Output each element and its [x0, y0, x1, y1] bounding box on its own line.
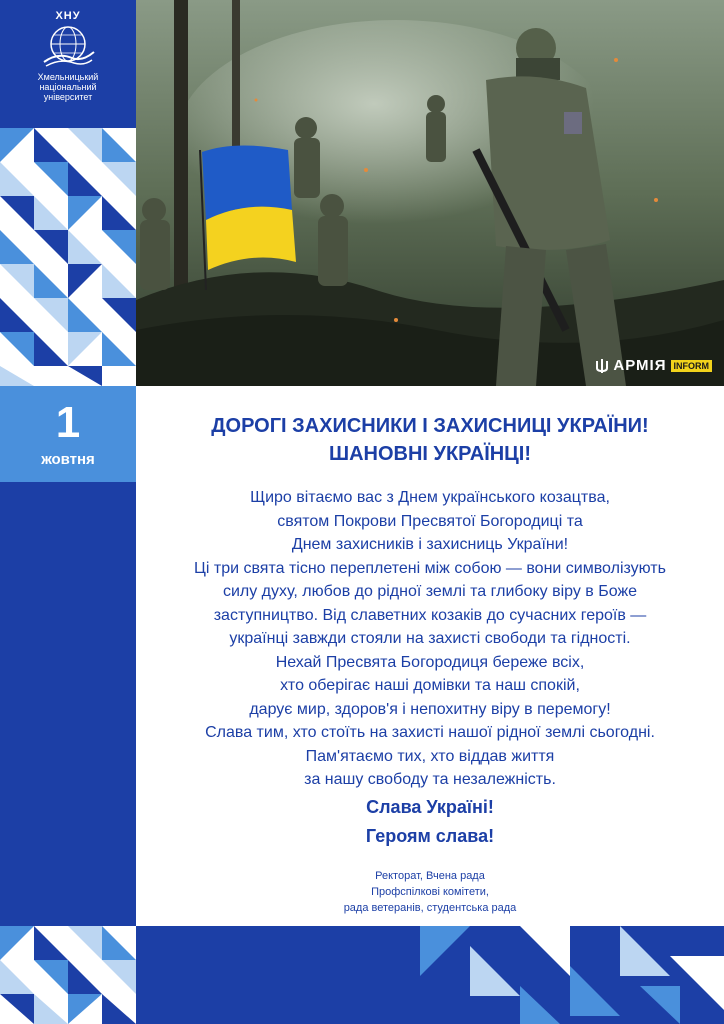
body-line: Днем захисників і захисниць України!	[291, 536, 569, 553]
body-line: дарує мир, здоров'я і непохитну віру в перемогу!	[249, 700, 611, 718]
headline-line-1: ДОРОГІ ЗАХИСНИКИ І ЗАХИСНИЦІ УКРАЇНИ!	[211, 415, 649, 437]
inform-badge: INFORM	[671, 360, 713, 372]
army-logo-text: АРМІЯ	[613, 357, 667, 374]
date-month: жовтня	[41, 450, 95, 468]
greeting-content	[136, 386, 724, 926]
logo-abbreviation: ХНУ	[55, 10, 81, 22]
date-day: 1	[55, 397, 81, 447]
logo-name: Хмельницький національний університет	[37, 72, 99, 102]
body-line: Ці три свята тісно переплетені між собою — вони символізують	[194, 559, 666, 577]
headline	[136, 412, 724, 468]
body-line: силу духу, любов до рідної землі та глибоку віру в Боже	[222, 583, 638, 600]
blue-column	[0, 482, 136, 926]
date-block	[0, 386, 136, 482]
university-logo	[0, 0, 136, 128]
signature-line-1: Ректорат, Вчена рада	[375, 870, 485, 882]
slogan-glory-heroes: Героям слава!	[365, 825, 495, 846]
globe-icon	[38, 22, 98, 68]
slogan-glory-ukraine: Слава Україні!	[366, 796, 494, 817]
trident-icon	[595, 358, 609, 374]
body-line: за нашу свободу та незалежність.	[304, 771, 556, 788]
body-line: українці завжди стояли на захисті свободи та гідності.	[229, 630, 631, 647]
signature-line-2: Профспілкові комітети,	[371, 886, 489, 898]
soldiers-photo	[136, 0, 724, 386]
army-inform-logo	[595, 357, 712, 374]
left-column	[0, 0, 136, 1024]
body-line: Нехай Пресвята Богородиця береже всіх,	[275, 653, 585, 671]
geometric-pattern-left	[0, 128, 136, 386]
greeting-body	[136, 486, 724, 850]
geometric-pattern-bottom	[0, 926, 724, 1024]
body-line: заступництво. Від славетних козаків до сучасних героїв —	[213, 606, 647, 624]
signature-line-3: рада ветеранів, студентська рада	[343, 902, 517, 914]
body-line: Слава тим, хто стоїть на захисті нашої рідної землі сьогодні.	[205, 724, 655, 741]
body-line: Щиро вітаємо вас з Днем українського козацтва,	[250, 489, 610, 506]
body-line: святом Покрови Пресвятої Богородиці та	[277, 512, 583, 530]
body-line: хто оберігає наші домівки та наш спокій,	[280, 677, 580, 694]
headline-line-2: ШАНОВНІ УКРАЇНЦІ!	[328, 443, 531, 465]
signature	[136, 868, 724, 916]
body-line: Пам'ятаємо тих, хто віддав життя	[305, 747, 555, 765]
soldiers-flag-illustration	[136, 0, 724, 386]
